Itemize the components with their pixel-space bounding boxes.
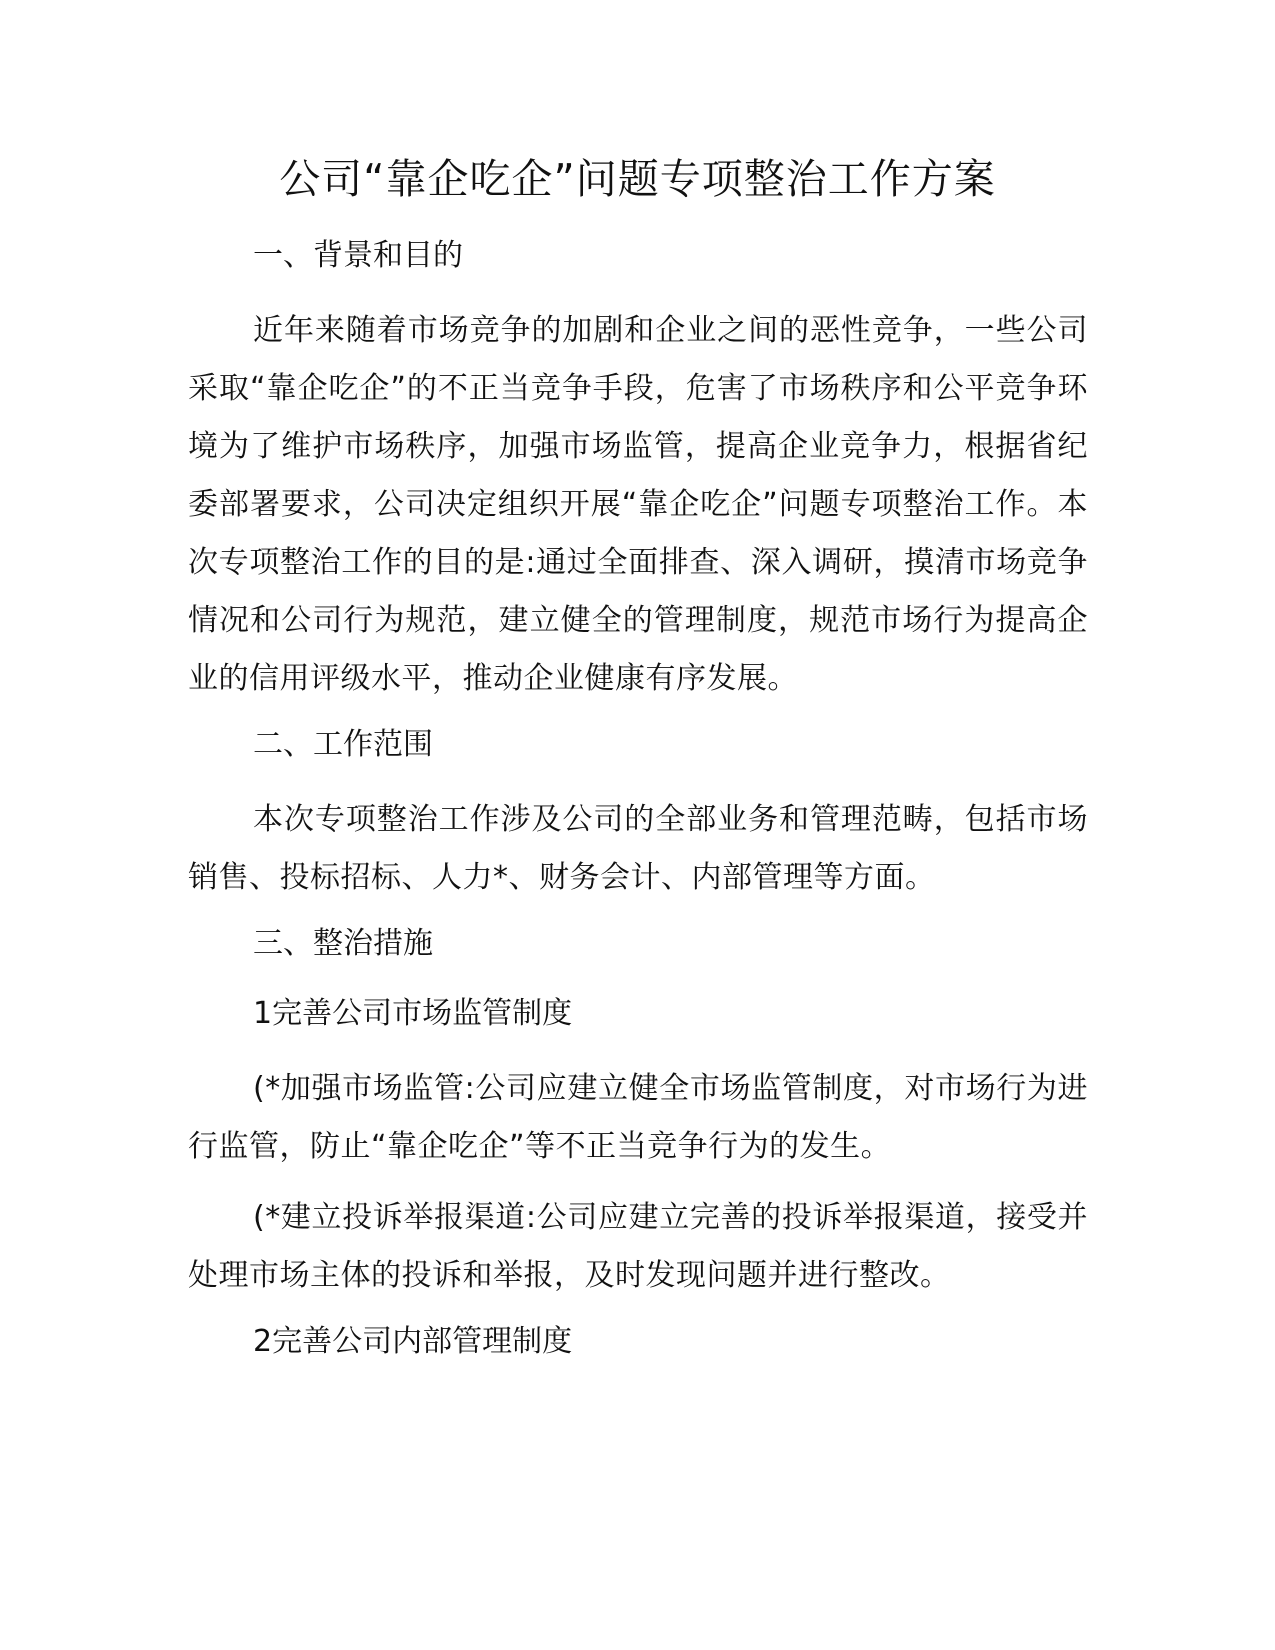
section-heading-background: 一、背景和目的 xyxy=(253,238,463,273)
measure-item-2-heading: 2完善公司内部管理制度 xyxy=(253,1324,573,1359)
section-heading-scope: 二、工作范围 xyxy=(253,727,433,762)
section-paragraph-background: 近年来随着市场竞争的加剧和企业之间的恶性竞争，一些公司采取“靠企吃企”的不正当竞争手段，危害了市场秩序和公平竞争环境为了维护市场秩序，加强市场监管，提高企业竞争力，根据省纪委部署要求，公司决定组织开展“靠企吃企”问题专项整治工作。本次专项整治工作的目的是:通过全面排查、深入调研，摸清市场竞争情况和公司行为规范，建立健全的管理制度，规范市场行为提高企业的信用评级水平，推动企业健康有序发展。 xyxy=(188,313,1088,696)
measure-item-1-point-2: (*建立投诉举报渠道:公司应建立完善的投诉举报渠道，接受并处理市场主体的投诉和举报，及时发现问题并进行整改。 xyxy=(188,1200,1088,1293)
measure-item-1-point-1: (*加强市场监管:公司应建立健全市场监管制度，对市场行为进行监管，防止“靠企吃企”等不正当竞争行为的发生。 xyxy=(188,1071,1088,1164)
document-title: 公司“靠企吃企”问题专项整治工作方案 xyxy=(279,155,996,203)
section-heading-measures: 三、整治措施 xyxy=(253,926,433,961)
measure-item-1-heading: 1完善公司市场监管制度 xyxy=(253,996,573,1031)
document-body xyxy=(188,232,1088,1388)
section-paragraph-scope: 本次专项整治工作涉及公司的全部业务和管理范畴，包括市场销售、投标招标、人力*、财务会计、内部管理等方面。 xyxy=(188,802,1088,895)
